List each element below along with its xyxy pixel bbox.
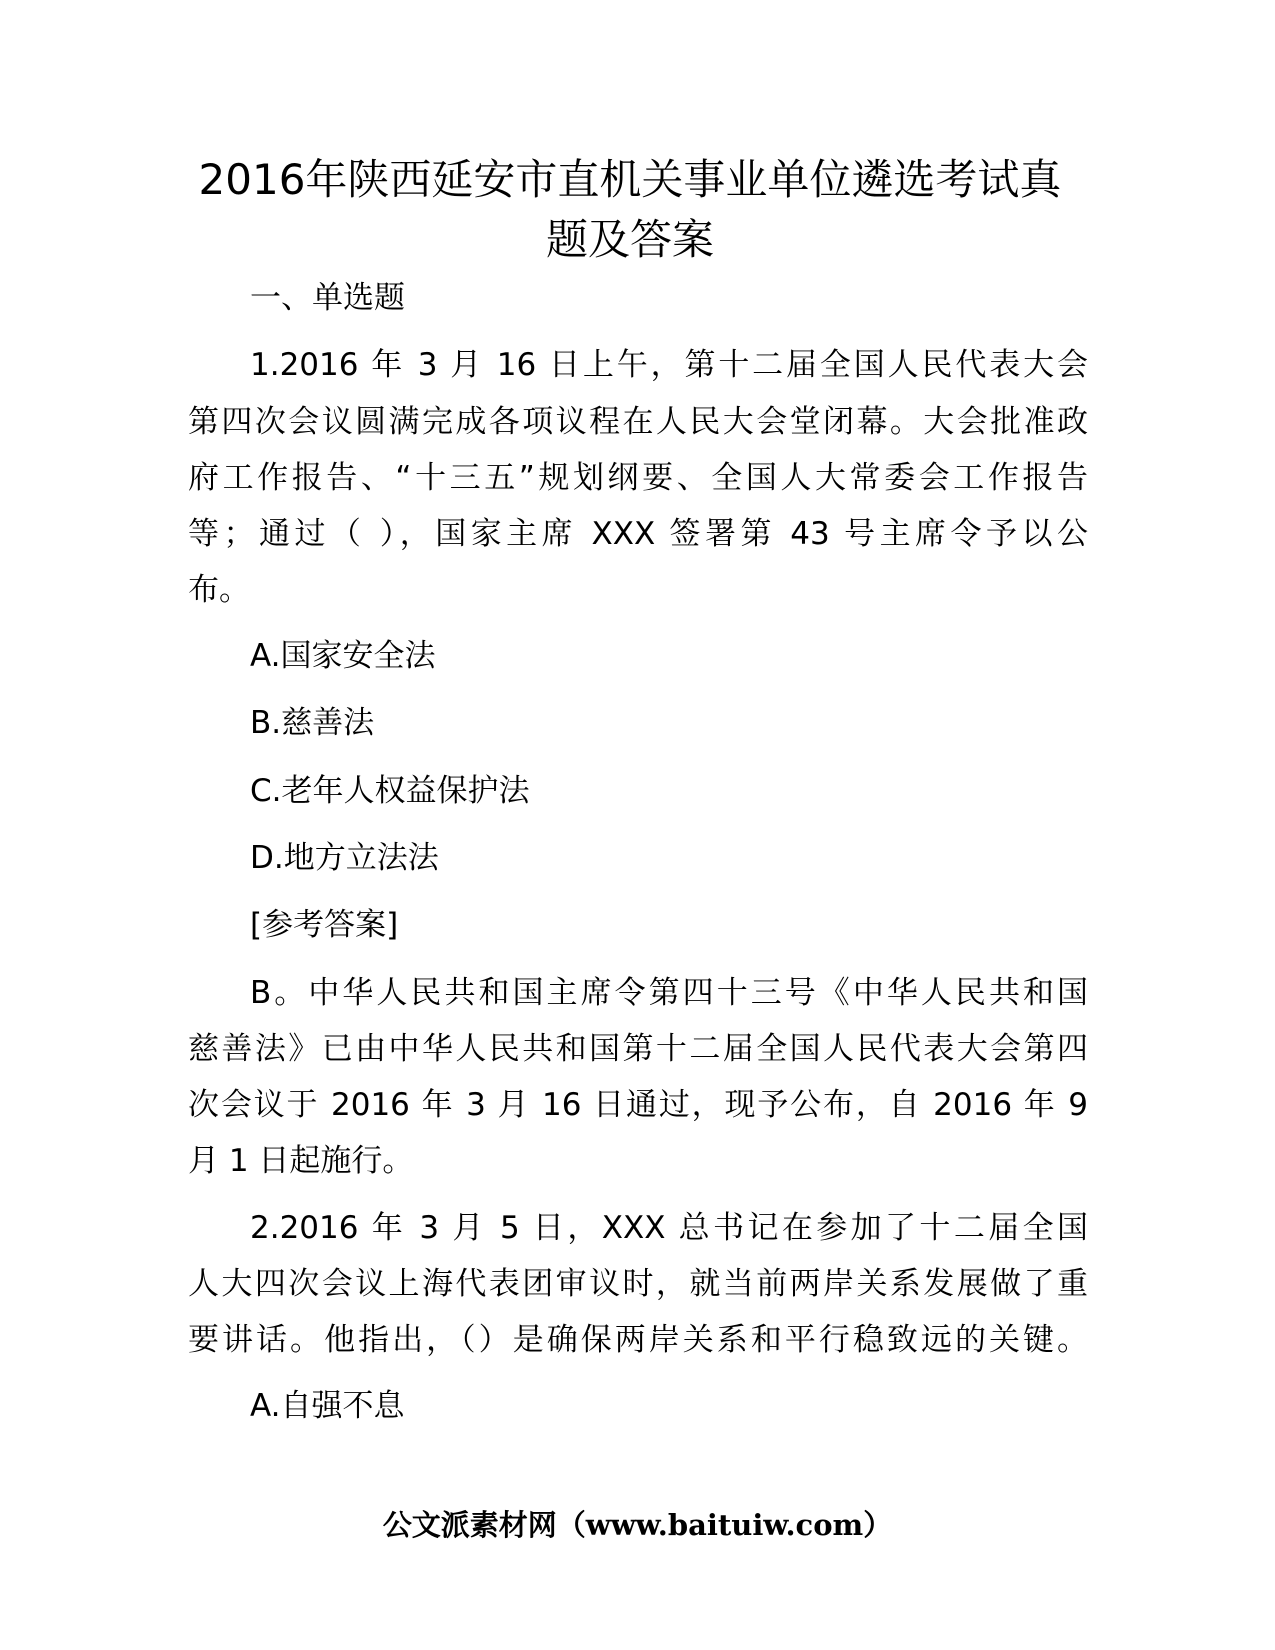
question-1-line-5: 布。 [188,572,250,608]
question-2-line-3: 要讲话。他指出，（）是确保两岸关系和平行稳致远的关键。 [188,1322,1088,1358]
footer-watermark: 公文派素材网（www.baituiw.com） [382,1508,893,1542]
answer-line-1: B。中华人民共和国主席令第四十三号《中华人民共和国 [250,975,1088,1011]
document-title-line-1: 2016年陕西延安市直机关事业单位遴选考试真 [198,155,1062,204]
question-1-option-a: A.国家安全法 [250,638,436,674]
question-1-line-3: 府工作报告、“十三五”规划纲要、全国人大常委会工作报告 [188,460,1088,496]
question-2-option-a: A.自强不息 [250,1388,405,1424]
question-1-option-c: C.老年人权益保护法 [250,773,530,809]
question-1-line-2: 第四次会议圆满完成各项议程在人民大会堂闭幕。大会批准政 [188,404,1088,440]
question-1-line-4: 等；通过（ ），国家主席 XXX 签署第 43 号主席令予以公 [188,516,1088,552]
question-1-option-b: B.慈善法 [250,705,375,741]
answer-label: [参考答案] [250,907,399,943]
answer-line-4: 月 1 日起施行。 [188,1143,414,1179]
section-heading: 一、单选题 [250,280,405,316]
question-1-option-d: D.地方立法法 [250,840,439,876]
document-title-line-2: 题及答案 [545,215,714,264]
answer-line-3: 次会议于 2016 年 3 月 16 日通过，现予公布，自 2016 年 9 [188,1087,1088,1123]
answer-line-2: 慈善法》已由中华人民共和国第十二届全国人民代表大会第四 [188,1031,1088,1067]
question-1-line-1: 1.2016 年 3 月 16 日上午，第十二届全国人民代表大会 [250,347,1088,383]
question-2-line-1: 2.2016 年 3 月 5 日，XXX 总书记在参加了十二届全国 [250,1210,1088,1246]
question-2-line-2: 人大四次会议上海代表团审议时，就当前两岸关系发展做了重 [188,1266,1088,1302]
